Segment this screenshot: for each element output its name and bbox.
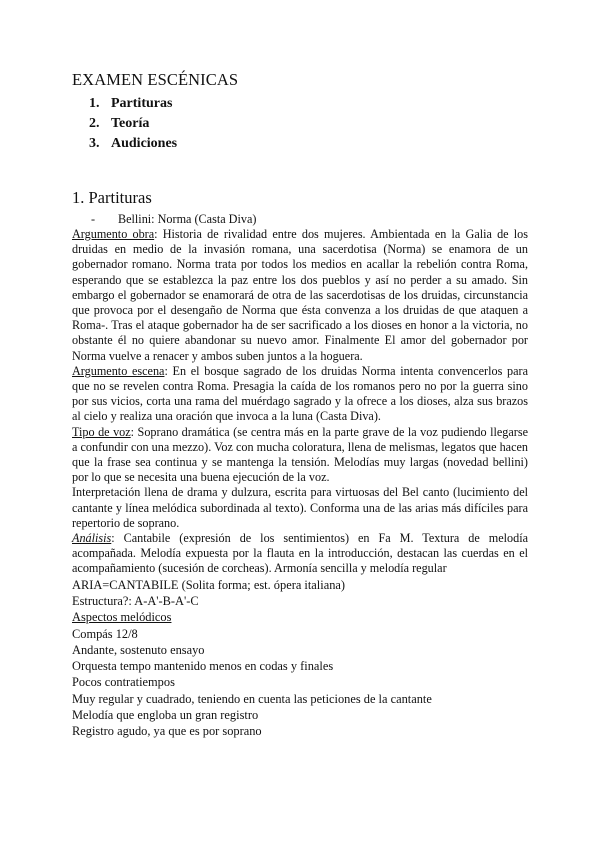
analisis-paragraph [72, 531, 528, 577]
toc-number: 2. [89, 116, 100, 131]
tipo-voz-label: Tipo de voz [72, 424, 131, 439]
analisis-text: : Cantabile (expresión de los sentimientos) en Fa M. Textura de melodía acompañada. Melodía expuesta por la flauta en la introducción, destacan las cuerdas en el acompañamiento (sucesión de corcheas). Armonía sencilla y melodía regular [72, 531, 528, 576]
section-heading: 1. Partituras [72, 188, 152, 207]
toc-number: 3. [89, 136, 100, 151]
toc-label: Teoría [111, 116, 150, 131]
argumento-escena-label: Argumento escena [72, 363, 165, 378]
aspectos-heading: Aspectos melódicos [72, 610, 172, 625]
tipo-voz-text: : Soprano dramática (se centra más en la parte grave de la voz pudiendo llegarse a confundir con una mezzo). Voz con mucha coloratura, llena de melismas, legatos que hacen que la frase sea continua y se mantenga la tensión. Melodías muy largas (novedad bellini) por lo que se necesita una buena ejecución de la voz. [72, 424, 528, 485]
document-title: EXAMEN ESCÉNICAS [72, 70, 239, 89]
aspecto-item: Andante, sostenuto ensayo [72, 642, 205, 657]
argumento-obra-paragraph [72, 227, 528, 364]
toc-item [72, 134, 528, 154]
aria-line: ARIA=CANTABILE (Solita forma; est. ópera italiana) [72, 577, 346, 592]
argumento-obra-text: : Historia de rivalidad entre dos mujeres. Ambientada en la Galia de los druidas en medio de la invasión romana, una sacerdotisa (Norma) se enamora de un gobernador romano. Norma trata por todos los medios en acallar la rebelión contra Roma, esperando que se establezca la paz entre los dos pueblos y así no perder a su amado. Sin embargo el gobernador se enamorará de otra de las sacerdotisas de los druidas, circunstancia que provoca por el desengaño de Norma que ésta convenza a los druidas de que ataquen a Roma-. Tras el ataque gobernador ha de ser sacrificado a los dioses en honor a la victoria, no obstante él no quiere abandonar su nuevo amor. Finalmente El amor del gobernador por Norma vuelve a renacer y ambos suben juntos a la hoguera. [72, 227, 528, 363]
analisis-label: Análisis [72, 531, 112, 546]
argumento-escena-text: : En el bosque sagrado de los druidas Norma intenta convencerlos para que no se revelen contra Roma. Presagia la caída de los romanos pero no por la guerra sino por sus vicios, corta una rama del muérdago sagrado y la ofrece a los dioses, alza sus brazos al cielo y realiza una oración que invoca a la luna (Casta Diva). [72, 363, 528, 424]
bullet-dash: - [91, 212, 96, 226]
aspecto-item: Pocos contratiempos [72, 675, 175, 690]
estructura-line: Estructura?: A-A'-B-A'-C [72, 593, 199, 608]
interpretacion-paragraph: Interpretación llena de drama y dulzura, escrita para virtuosas del Bel canto (lucimiento del cantante y línea melódica subordinada al texto). Conforma una de las arias más difíciles para repertorio de soprano. [72, 485, 528, 530]
table-of-contents [72, 94, 528, 154]
bullet-text: Bellini: Norma (Casta Diva) [118, 212, 257, 226]
tipo-voz-paragraph [72, 425, 528, 486]
aspecto-item: Muy regular y cuadrado, teniendo en cuenta las peticiones de la cantante [72, 691, 432, 706]
argumento-obra-label: Argumento obra [72, 227, 155, 241]
aspecto-item: Registro agudo, ya que es por soprano [72, 724, 262, 739]
aspecto-item: Melodía que engloba un gran registro [72, 708, 259, 723]
toc-label: Partituras [111, 96, 173, 111]
toc-label: Audiciones [111, 136, 178, 151]
document-page [72, 70, 528, 740]
toc-number: 1. [89, 96, 100, 111]
toc-item [72, 94, 528, 114]
argumento-escena-paragraph [72, 364, 528, 425]
aspecto-item: Orquesta tempo mantenido menos en codas y finales [72, 659, 334, 674]
aspecto-item: Compás 12/8 [72, 626, 138, 641]
toc-item [72, 114, 528, 134]
bullet-item [72, 212, 528, 227]
